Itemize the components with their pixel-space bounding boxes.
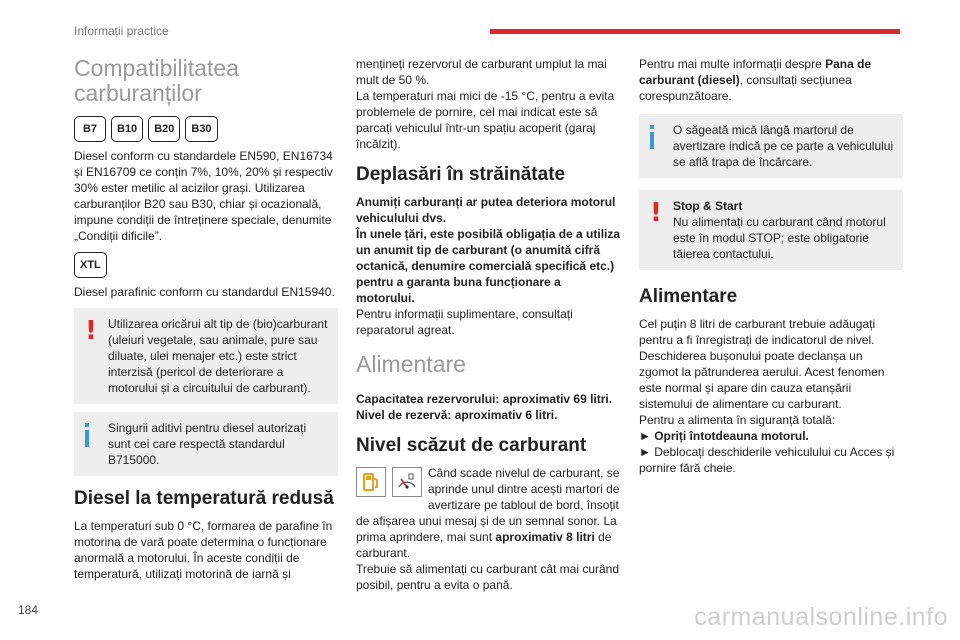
header-section-title: Informații practice: [74, 24, 169, 38]
badge-b7: B7: [74, 116, 106, 142]
bold-tank-capacity: Capacitatea rezervorului: aproximativ 69 litri.: [356, 392, 613, 406]
low-fuel-text-bold: aproximativ 8 litri: [495, 530, 595, 544]
warning-text: Utilizarea oricărui alt tip de (bio)carburant (uleiuri vegetale, sau animale, pure sau diluate, ulei menajer etc.) este strict interzisă (pericol de deteriorare a motorului și a circuitului de carburant).: [108, 317, 328, 395]
watermark: carmanualsonline.info: [694, 603, 948, 631]
paragraph-consult-repairer: Pentru informații suplimentare, consultați reparatorul agreat.: [356, 307, 573, 337]
bold-fuels-damage: Anumiți carburanți ar putea deteriora motorul vehiculului dvs.: [356, 195, 616, 225]
info-note-arrow: [639, 114, 903, 178]
fuel-pump-icon: [356, 467, 386, 497]
heading-travel-abroad: Deplasări în străinătate: [356, 164, 566, 185]
header-accent-bar: [490, 29, 900, 34]
stop-start-title: Stop & Start: [673, 199, 743, 213]
info-text: Singurii aditivi pentru diesel autorizați sunt cei care respectă standardul B715000.: [108, 421, 307, 467]
paragraph-minus15: La temperaturi mai mici de -15 °C, pentru a evita problemele de pornire, cel mai indicat este să parcați vehiculul într-un spațiu acoperit (garaj încălzit).: [356, 89, 615, 151]
heading-fuel-compatibility: Compatibilitatea carburanților: [74, 55, 239, 106]
low-fuel-text-c: de carburant.: [356, 530, 612, 560]
badge-b30: B30: [185, 116, 217, 142]
paragraph-refuel-soon: Trebuie să alimentați cu carburant cât mai curând posibil, pentru a evita o pană.: [356, 562, 620, 592]
badge-xtl: XTL: [74, 252, 107, 278]
step-unlock-vehicle: ► Deblocați deschiderile vehiculului cu Acces și pornire fără cheie.: [639, 445, 895, 475]
low-fuel-text-a: Când scade nivelul de carburant, se aprinde unul dintre acești martori de avertizare pe tabloul de bord, însoțit de afișarea unui mesaj și de un semnal sonor. La prima aprindere, mai sunt: [356, 466, 620, 544]
fuel-badges-xtl: [74, 252, 338, 278]
info-icon: [85, 423, 89, 449]
fuel-badges: [74, 116, 338, 142]
info-icon: [650, 125, 654, 151]
warning-exclamation-icon: !: [650, 198, 662, 228]
heading-low-temperature-diesel: Diesel la temperatură redusă: [74, 488, 334, 509]
info-note-additives: [74, 412, 338, 476]
stop-start-text-block: [647, 198, 895, 262]
step-stop-engine: ► Opriți întotdeauna motorul.: [639, 429, 809, 443]
stop-start-text: Nu alimentați cu carburant când motorul este în modul STOP; este obligatorie tăierea contactului.: [673, 215, 886, 261]
column-1: [74, 56, 338, 582]
heading-low-fuel-level: Nivel scăzut de carburant: [356, 435, 587, 456]
warning-note-biofuel: [74, 308, 338, 404]
fuel-gauge-icon: [392, 467, 422, 497]
badge-b20: B20: [148, 116, 180, 142]
paragraph-diesel-standards: Diesel conform cu standardele EN590, EN16734 și EN16709 ce conțin 7%, 10%, 20% și respectiv 30% ester metilic al acizilor grași. Utilizarea carburanților B20 sau B30, chiar și ocazională, impune condiții de întreținere speciale, denumite „Condiții dificile”.: [74, 149, 333, 243]
paragraph-paraffinic-diesel: Diesel parafinic conform cu standardul EN15940.: [74, 285, 335, 299]
paragraph-keep-tank: mențineți rezervorul de carburant umplut la mai mult de 50 %.: [356, 57, 607, 87]
more-info-text-c: , consultați secțiunea corespunzătoare.: [639, 73, 852, 103]
bold-country-obligation: În unele țări, este posibilă obligația de a utiliza un anumit tip de carburant (o anumită cifră octanică, denumire comercială specifică etc.) pentru a garanta buna funcționare a motorului.: [356, 227, 621, 305]
paragraph-safe-refuel: Pentru a alimenta în siguranță totală:: [639, 413, 836, 427]
info-text-arrow: O săgeată mică lângă martorul de avertizare indică pe ce parte a vehiculului se află trapa de încărcare.: [673, 123, 894, 169]
warning-exclamation-icon: !: [85, 316, 97, 346]
paragraph-low-temperature: La temperaturi sub 0 °C, formarea de parafine în motorina de vară poate determina o funcționare anormală a motorului. În aceste condiții de temperatură, utilizați motorină de iarnă și: [74, 519, 333, 581]
heading-refuelling-procedure: Alimentare: [639, 286, 738, 307]
warning-note-stop-start: [639, 190, 903, 270]
heading-refuelling: Alimentare: [356, 351, 466, 377]
paragraph-minimum-litres: Cel puțin 8 litri de carburant trebuie adăugați pentru a fi înregistrați de indicatorul de nivel.: [639, 317, 876, 347]
badge-b10: B10: [111, 116, 143, 142]
more-info-text-bold: Pana de carburant (diesel): [639, 57, 872, 87]
paragraph-more-info: [639, 56, 903, 104]
page-number: 184: [18, 603, 39, 617]
column-2: [356, 56, 622, 593]
column-3: [639, 56, 903, 476]
more-info-text-a: Pentru mai multe informații despre: [639, 57, 826, 71]
low-fuel-warning-icons: [356, 467, 422, 497]
paragraph-cap-noise: Deschiderea bușonului poate declanșa un zgomot la pătrunderea aerului. Acest fenomen este normal și apare din cauza etanșării sistemului de alimentare cu carburant.: [639, 349, 885, 411]
bold-reserve-level: Nivel de rezervă: aproximativ 6 litri.: [356, 408, 558, 422]
